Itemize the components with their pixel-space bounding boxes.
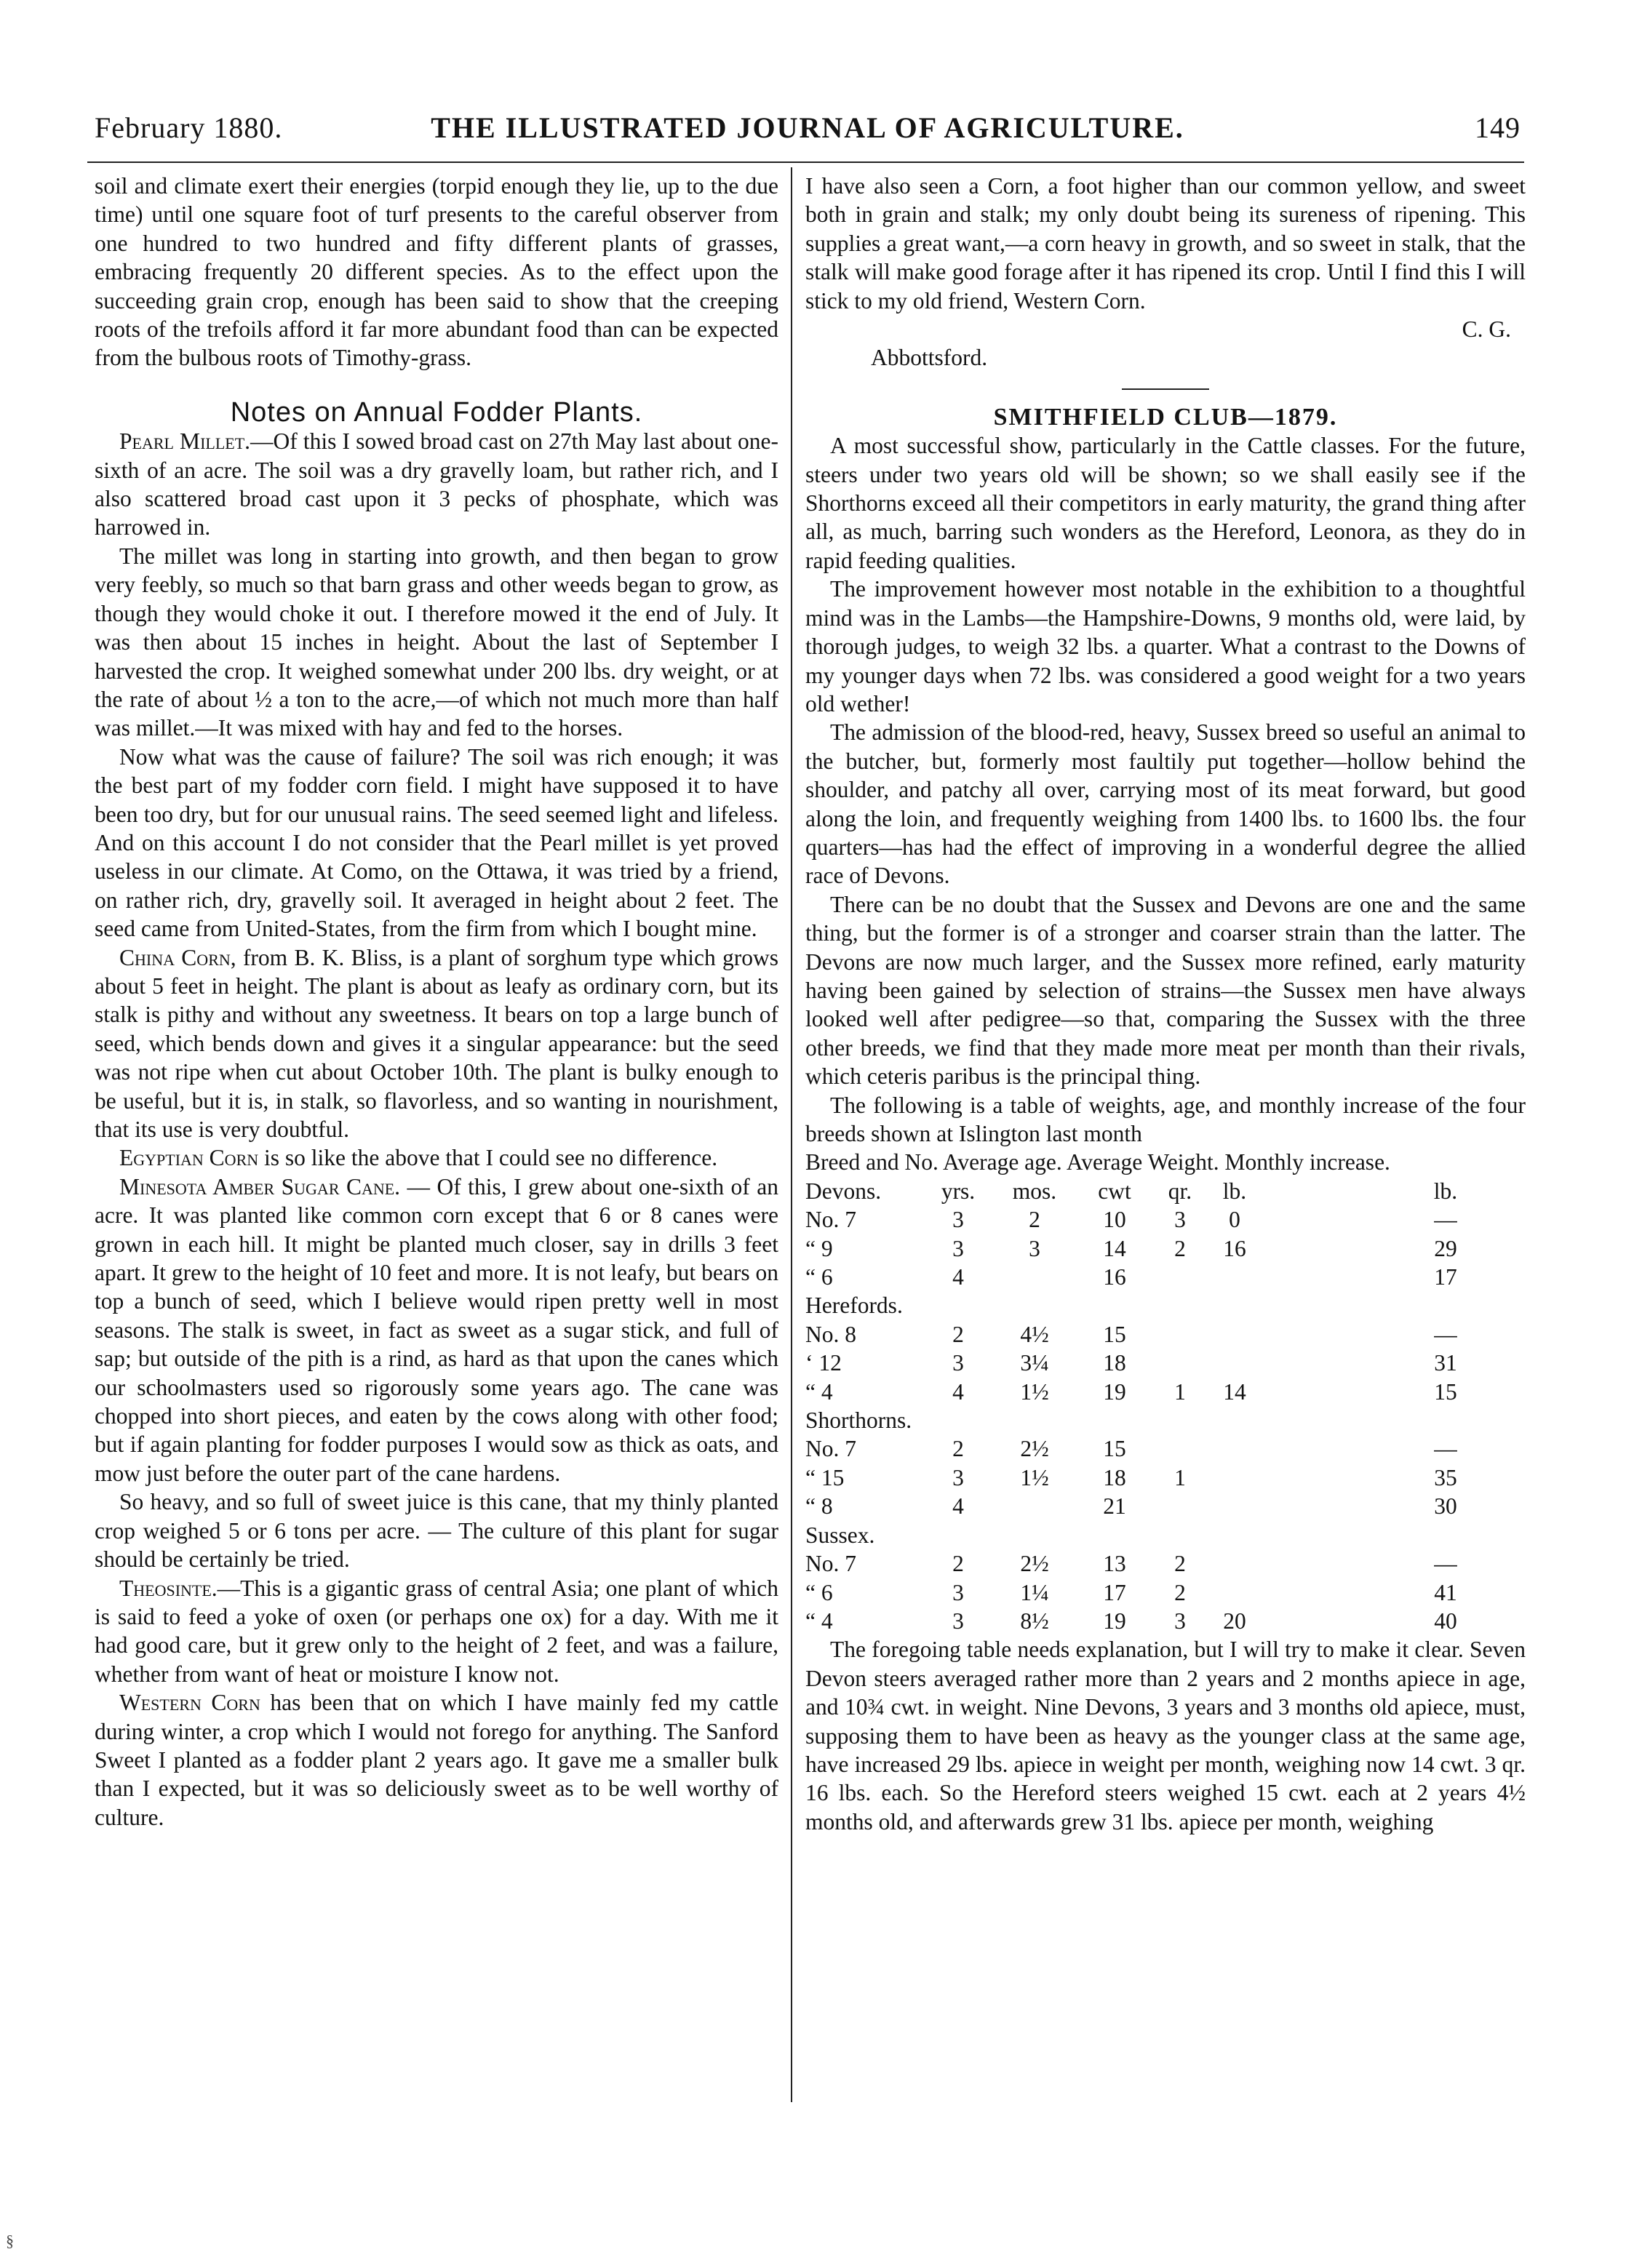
table-cell: 2 — [1174, 1235, 1186, 1261]
table-cell: 4 — [952, 1378, 964, 1405]
table-cell: 3 — [1029, 1235, 1040, 1261]
breed-weights-table — [805, 1148, 1526, 1635]
table-row — [805, 1434, 1526, 1463]
section-separator — [1122, 388, 1209, 390]
table-unit-cell: lb. — [1222, 1178, 1247, 1204]
paragraph: Pearl Millet.—Of this I sowed broad cast on 27th May last about one-sixth of an acre. The soil was a dry gravelly loam, but rather rich, and I also scattered broad cast upon it 3 pecks of phosphate, which was harrowed in. — [95, 428, 778, 540]
table-cell: 30 — [1434, 1493, 1457, 1520]
table-cell: 2 — [952, 1321, 964, 1347]
table-cell: 4 — [952, 1264, 964, 1290]
paragraph: A most successful show, particularly in the Cattle classes. For the future, steers under two years old will be shown; so we shall easily see if the Shorthorns exceed all their competitors in early maturity, the grand thing after all, as much, barring such wonders as the Hereford, Leonora, as they do in rapid feeding qualities. — [805, 433, 1526, 573]
table-cell: — — [1434, 1207, 1457, 1233]
journal-title: THE ILLUSTRATED JOURNAL OF AGRICULTURE. — [431, 111, 1184, 144]
table-cell: 21 — [1103, 1493, 1126, 1520]
table-cell: 17 — [1434, 1264, 1457, 1290]
table-row — [805, 1492, 1526, 1520]
table-cell — [1155, 1492, 1205, 1520]
table-cell: 14 — [1103, 1235, 1126, 1261]
table-cell — [1205, 1320, 1264, 1349]
table-cell: 15 — [1103, 1321, 1126, 1347]
intro-paragraph-right: I have also seen a Corn, a foot higher than our common yellow, and sweet both in grain and stalk; my only doubt being its sureness of ripening. This supplies a great want,—a corn heavy in growth, and so sweet in stalk, that the stalk will make good forage after it has ripened its crop. Until I find this I will stick to my old friend, Western Corn. — [805, 173, 1526, 314]
table-group-row — [805, 1291, 1526, 1319]
table-cell: 4 — [952, 1493, 964, 1520]
table-cell: No. 7 — [805, 1551, 856, 1577]
table-cell: 2 — [1174, 1579, 1186, 1605]
page-number: 149 — [1475, 111, 1521, 144]
table-units-row — [805, 1177, 1526, 1205]
paragraph: Now what was the cause of failure? The soil was rich enough; it was the best part of my fodder corn field. I might have supposed it to have been too dry, but for our unusual rains. The seed seemed light and lifeless. And on this account I do not consider that the Pearl millet is yet proved useless in our climate. At Como, on the Ottawa, it was tried by a friend, on rather rich, dry, gravelly soil. It averaged in height about 2 feet. The seed came from United-States, from the firm from which I bought mine. — [95, 743, 778, 942]
place-line: Abbottsford. — [871, 345, 988, 371]
table-row — [805, 1263, 1526, 1291]
table-row — [805, 1578, 1526, 1607]
header-rule — [87, 161, 1524, 163]
table-cell: 16 — [1103, 1264, 1126, 1290]
table-cell: — — [1434, 1321, 1457, 1347]
table-cell: No. 7 — [805, 1207, 856, 1233]
table-unit-cell: qr. — [1168, 1178, 1192, 1204]
table-cell — [1155, 1349, 1205, 1377]
table-cell: 3 — [1174, 1608, 1186, 1634]
table-cell: 3 — [952, 1579, 964, 1605]
table-cell: — — [1434, 1436, 1457, 1462]
table-cell: 2 — [952, 1551, 964, 1577]
table-cell: 14 — [1223, 1378, 1246, 1405]
table-row — [805, 1320, 1526, 1349]
left-column — [95, 172, 778, 1832]
table-cell: 31 — [1434, 1350, 1457, 1376]
table-cell: 2 — [1174, 1551, 1186, 1577]
table-cell: 0 — [1229, 1207, 1240, 1233]
running-header — [95, 111, 1521, 154]
table-cell: “ 8 — [805, 1493, 833, 1520]
paragraph: So heavy, and so full of sweet juice is this cane, that my thinly planted crop weighed 5 or 6 tons per acre. — The culture of this plant for sugar should be certainly be tried. — [95, 1489, 778, 1573]
table-cell: 35 — [1434, 1464, 1457, 1490]
table-row — [805, 1349, 1526, 1377]
table-cell — [1205, 1549, 1264, 1578]
table-cell — [1155, 1320, 1205, 1349]
table-cell: 17 — [1103, 1579, 1126, 1605]
table-cell: 18 — [1103, 1350, 1126, 1376]
table-cell: 1¼ — [1020, 1579, 1049, 1605]
table-cell: 41 — [1434, 1579, 1457, 1605]
table-cell — [1205, 1578, 1264, 1607]
paragraph: There can be no doubt that the Sussex and Devons are one and the same thing, but the former is of a stronger and coarser strain than the latter. The Devons are now much larger, and the Sussex more refined, early maturity having been gained by selection of strains—the Sussex men have always looked well after pedigree—so that, comparing the Sussex with the three other breeds, we find that they made more meat per month than their rivals, which ceteris paribus is the principal thing. — [805, 891, 1526, 1090]
paragraph: The millet was long in starting into growth, and then began to grow very feebly, so much so that barn grass and other weeds began to grow, as though they would choke it out. I therefore mowed it the end of July. It was then about 15 inches in height. About the last of September I harvested the crop. It weighed somewhat under 200 lbs. dry weight, or at the rate of about ½ a ton to the acre,—of which not much more than half was millet.—It was mixed with hay and fed to the horses. — [95, 543, 778, 741]
table-row — [805, 1607, 1526, 1635]
intro-paragraph-left: soil and climate exert their energies (torpid enough they lie, up to the due time) until one square foot of turf presents to the careful observer from one hundred to two hundred and fifty different plants of grasses, embracing frequently 20 different species. As to the effect upon the succeeding grain crop, enough has been said to show that the creeping roots of the trefoils afford it far more abundant food than can be expected from the bulbous roots of Timothy-grass. — [95, 173, 778, 371]
column-divider — [791, 167, 792, 2102]
table-cell: “ 6 — [805, 1264, 833, 1290]
table-cell — [995, 1263, 1075, 1291]
table-cell — [1205, 1492, 1264, 1520]
table-cell: 20 — [1223, 1608, 1246, 1634]
paragraph: Egyptian Corn is so like the above that I could see no difference. — [119, 1145, 718, 1171]
table-cell: 40 — [1434, 1608, 1457, 1634]
table-unit-cell: Devons. — [805, 1178, 882, 1204]
section-title-smithfield: SMITHFIELD CLUB—1879. — [993, 403, 1338, 431]
table-cell: — — [1434, 1551, 1457, 1577]
table-cell: 13 — [1103, 1551, 1126, 1577]
table-cell: 3 — [952, 1235, 964, 1261]
table-cell: 10 — [1103, 1207, 1126, 1233]
paragraph: The improvement however most notable in the exhibition to a thoughtful mind was in the Lambs—the Hampshire-Downs, 9 months old, were laid, by thorough judges, to weigh 32 lbs. a quarter. What a contrast to the Downs of my younger days when 72 lbs. was considered a good weight for a two years old wether! — [805, 576, 1526, 716]
table-cell: 1½ — [1020, 1464, 1049, 1490]
table-row — [805, 1464, 1526, 1492]
table-cell: 8½ — [1020, 1608, 1049, 1634]
table-group-row — [805, 1406, 1526, 1434]
table-row — [805, 1234, 1526, 1263]
table-unit-cell: lb. — [1433, 1178, 1458, 1204]
table-unit-cell: yrs. — [941, 1178, 976, 1204]
table-cell: “ 6 — [805, 1579, 833, 1605]
paragraph: The following is a table of weights, age, and monthly increase of the four breeds shown at Islington last month — [805, 1092, 1526, 1146]
table-unit-cell: cwt — [1098, 1178, 1131, 1204]
author-signature: C. G. — [1462, 316, 1511, 343]
paragraph: Western Corn has been that on which I have mainly fed my cattle during winter, a crop which I would not forego for anything. The Sanford Sweet I planted as a fodder plant 2 years ago. It gave me a smaller bulk than I expected, but it was so deliciously sweet as to be well worthy of culture. — [95, 1690, 778, 1830]
paragraph: The admission of the blood-red, heavy, Sussex breed so useful an animal to the butcher, but, formerly most faultily put together—hollow behind the shoulder, and patchy all over, carrying most of its meat forward, but good along the loin, and frequently weighing from 1400 lbs. to 1600 lbs. the four quarters—has had the effect of improving in a wonderful degree the allied race of Devons. — [805, 719, 1526, 889]
edge-mark: § — [6, 2232, 14, 2250]
table-cell: No. 8 — [805, 1321, 856, 1347]
table-cell: 3 — [952, 1464, 964, 1490]
table-cell: 16 — [1223, 1235, 1246, 1261]
right-column — [805, 172, 1526, 1836]
table-cell: 2½ — [1020, 1436, 1049, 1462]
table-group-row — [805, 1521, 1526, 1549]
table-cell: 4½ — [1020, 1321, 1049, 1347]
closing-paragraph: The foregoing table needs explanation, but I will try to make it clear. Seven Devon steers averaged rather more than 2 years and 2 months apiece in age, and 10¾ cwt. in weight. Nine Devons, 3 years and 3 months old apiece, must, supposing them to have been as heavy as the younger class at the same age, have increased 29 lbs. apiece in weight per month, weighing now 14 cwt. 3 qr. 16 lbs. each. So the Hereford steers weighed 15 cwt. each at 2 years 4½ months old, and afterwards grew 31 lbs. apiece per month, weighing — [805, 1637, 1526, 1834]
table-cell: 19 — [1103, 1378, 1126, 1405]
table-unit-cell: mos. — [1012, 1178, 1057, 1204]
table-cell: 1 — [1174, 1378, 1186, 1405]
table-cell: 3 — [952, 1350, 964, 1376]
table-cell — [1205, 1349, 1264, 1377]
table-row — [805, 1205, 1526, 1234]
table-cell: 3 — [1174, 1207, 1186, 1233]
table-cell: 15 — [1434, 1378, 1457, 1405]
table-cell — [1205, 1263, 1264, 1291]
table-cell: 3¼ — [1020, 1350, 1049, 1376]
table-cell: 15 — [1103, 1436, 1126, 1462]
table-cell — [995, 1492, 1075, 1520]
table-cell — [1155, 1263, 1205, 1291]
table-cell: 1½ — [1020, 1378, 1049, 1405]
table-cell: “ 4 — [805, 1378, 833, 1405]
paragraph: Theosinte.—This is a gigantic grass of central Asia; one plant of which is said to feed a yoke of oxen (or perhaps one ox) for a day. With me it had good care, but it grew only to the height of 2 feet, and was a failure, whether from want of heat or moisture I know not. — [95, 1575, 778, 1687]
table-cell: No. 7 — [805, 1436, 856, 1462]
table-row — [805, 1378, 1526, 1406]
table-cell: “ 15 — [805, 1464, 845, 1490]
breed-name: Shorthorns. — [805, 1407, 912, 1434]
table-cell: “ 9 — [805, 1235, 833, 1261]
table-row — [805, 1549, 1526, 1578]
breed-name: Sussex. — [805, 1522, 875, 1548]
fodder-paragraphs — [95, 427, 778, 1832]
table-cell — [1205, 1434, 1264, 1463]
paragraph: Minesota Amber Sugar Cane. — Of this, I grew about one-sixth of an acre. It was planted like common corn except that 6 or 8 canes were grown in each hill. It might be planted much closer, say in drills 3 feet apart. It grew to the height of 10 feet and more. It is not leafy, but bears on top a bunch of seed, which I believe would ripen pretty well in most seasons. The stalk is sweet, in fact as sweet as a sugar stick, and full of sap; but outside of the pith is a rind, as hard as that upon the canes which our schoolmasters used so rigorously some years ago. The cane was chopped into short pieces, and eaten by the cows along with other food; but if again planting for fodder purposes I would sow as thick as oats, and mow just before the outer part of the cane hardens. — [95, 1173, 778, 1486]
table-cell — [1205, 1464, 1264, 1492]
table-cell: 1 — [1174, 1464, 1186, 1490]
table-header: Breed and No. Average age. Average Weight. Monthly increase. — [805, 1149, 1390, 1175]
table-cell: 2 — [1029, 1207, 1040, 1233]
table-cell: 18 — [1103, 1464, 1126, 1490]
table-cell: 3 — [952, 1608, 964, 1634]
table-cell — [1155, 1434, 1205, 1463]
table-header-row — [805, 1148, 1526, 1176]
table-cell: “ 4 — [805, 1608, 833, 1634]
table-cell: ‘ 12 — [805, 1350, 842, 1376]
table-cell: 2½ — [1020, 1551, 1049, 1577]
table-cell: 2 — [952, 1436, 964, 1462]
table-cell: 29 — [1434, 1235, 1457, 1261]
table-cell: 19 — [1103, 1608, 1126, 1634]
paragraph: China Corn, from B. K. Bliss, is a plant of sorghum type which grows about 5 feet in height. The plant is about as leafy as ordinary corn, but its stalk is pithy and without any sweetness. It bears on top a large bunch of seed, which bends down and gives it a singular appearance: but the seed was not ripe when cut about October 10th. The plant is bulky enough to be useful, but it is, in stalk, so flavorless, and so wanting in nourishment, that its use is very doubtful. — [95, 944, 778, 1142]
table-cell: 3 — [952, 1207, 964, 1233]
section-title-fodder: Notes on Annual Fodder Plants. — [230, 396, 643, 428]
breed-name: Herefords. — [805, 1293, 903, 1319]
header-date: February 1880. — [95, 111, 283, 144]
